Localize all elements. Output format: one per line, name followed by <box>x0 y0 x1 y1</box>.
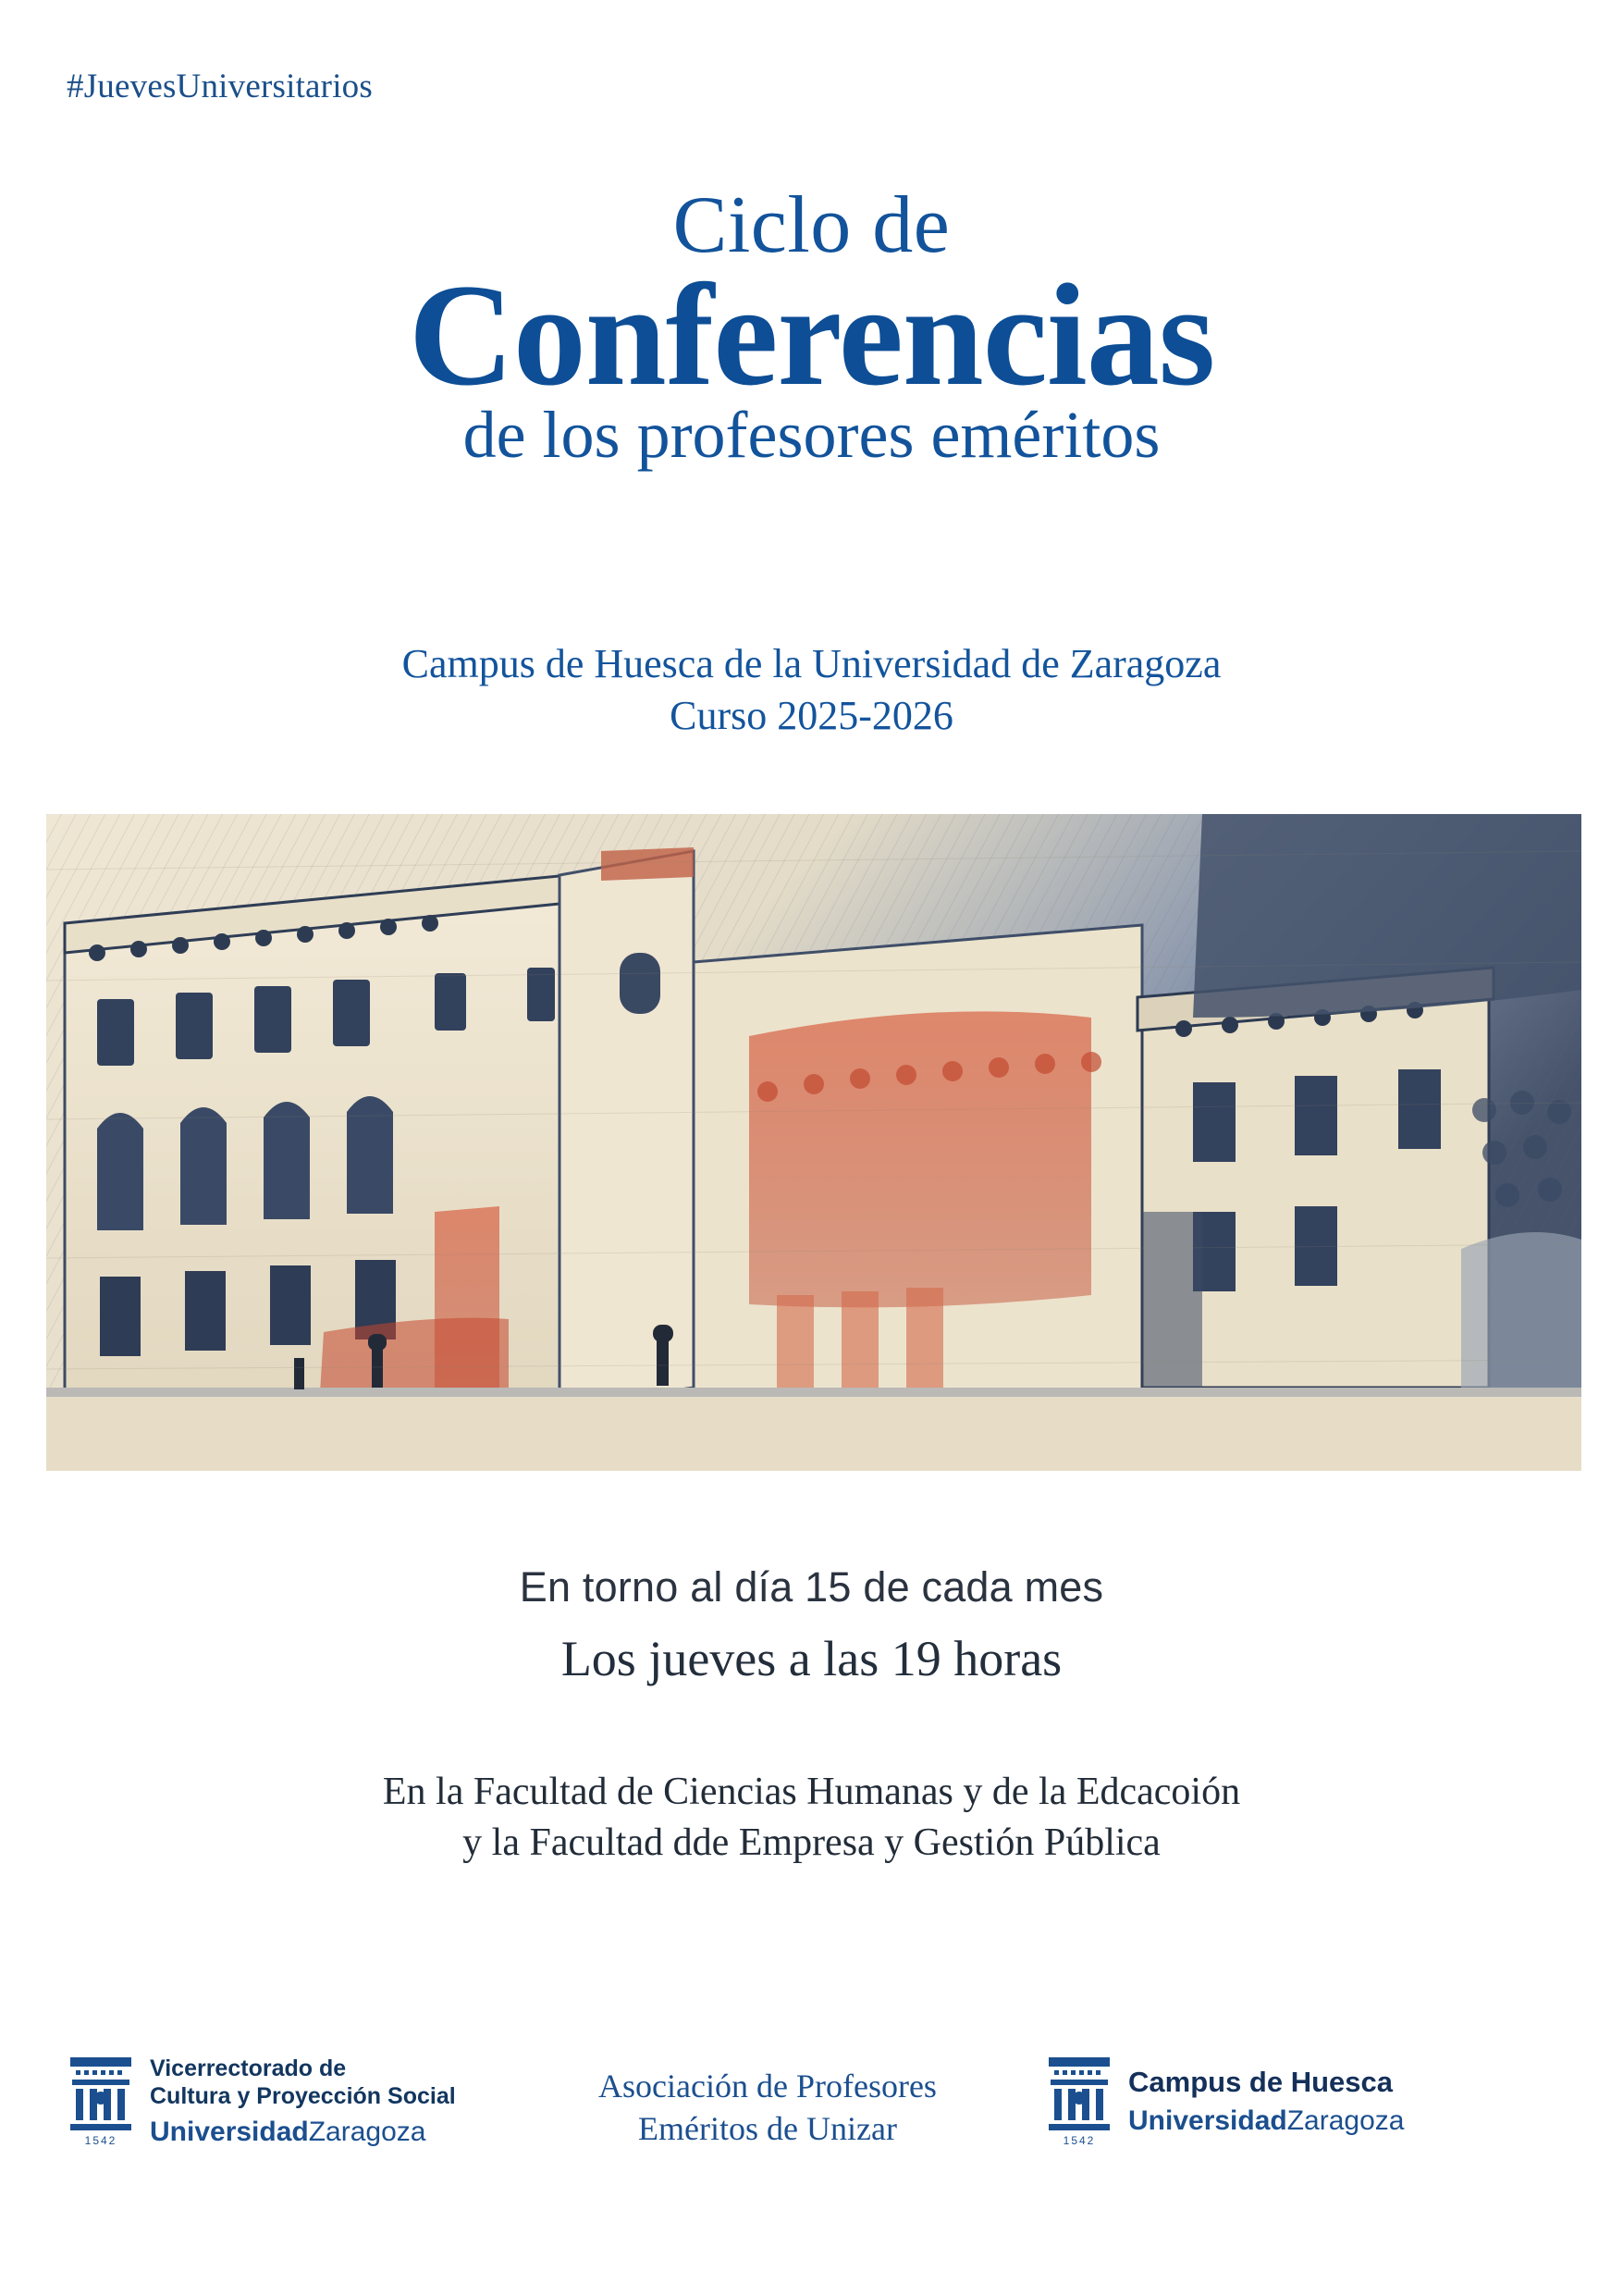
artwork-image <box>46 814 1581 1471</box>
venue-block <box>0 1767 1623 1868</box>
hashtag-label: #JuevesUniversitarios <box>67 68 373 105</box>
asociacion-credit <box>555 2065 980 2150</box>
vicerrectorado-line-2: Cultura y Proyección Social <box>150 2083 456 2110</box>
campus-building-illustration <box>46 814 1581 1471</box>
footer-logos <box>0 2044 1623 2192</box>
campus-huesca-text <box>1128 2065 1404 2138</box>
title-line-2: Conferencias <box>408 254 1215 416</box>
campus-line-2: Curso 2025-2026 <box>670 693 953 739</box>
schedule-when: En torno al día 15 de cada mes <box>519 1563 1104 1611</box>
campus-huesca-line-1: Campus de Huesca <box>1128 2066 1393 2099</box>
unizar-brand-right <box>1128 2105 1404 2139</box>
unizar-brand-bold-right: Universidad <box>1128 2105 1287 2137</box>
venue-line-2: y la Facultad dde Empresa y Gestión Pública <box>462 1821 1161 1864</box>
unizar-brand-left <box>150 2116 456 2150</box>
schedule-time: Los jueves a las 19 horas <box>560 1631 1063 1686</box>
venue-line-1: En la Facultad de Ciencias Humanas y de la Edcacoión <box>382 1771 1241 1813</box>
asociacion-line-1: Asociación de Profesores <box>598 2068 937 2105</box>
title-line-1: Ciclo de <box>672 180 951 270</box>
schedule-block <box>0 1563 1623 1687</box>
campus-line-1: Campus de Huesca de la Universidad de Zaragoza <box>401 641 1222 686</box>
svg-text:1542: 1542 <box>1063 2134 1096 2147</box>
unizar-brand-bold-left: Universidad <box>150 2116 309 2147</box>
svg-text:1542: 1542 <box>84 2134 117 2147</box>
university-crest-icon-right <box>1045 2052 1113 2152</box>
logo-vicerrectorado <box>67 2052 456 2152</box>
unizar-brand-light-right: Zaragoza <box>1286 2105 1405 2137</box>
asociacion-line-2: Eméritos de Unizar <box>638 2110 897 2148</box>
unizar-brand-light-left: Zaragoza <box>308 2116 426 2147</box>
title-line-3: de los profesores eméritos <box>462 398 1161 473</box>
title-block <box>0 180 1623 473</box>
logo-campus-huesca <box>1045 2052 1404 2152</box>
university-crest-icon <box>67 2052 135 2152</box>
campus-block <box>0 638 1623 743</box>
vicerrectorado-text <box>150 2055 456 2150</box>
vicerrectorado-line-1: Vicerrectorado de <box>150 2055 347 2081</box>
